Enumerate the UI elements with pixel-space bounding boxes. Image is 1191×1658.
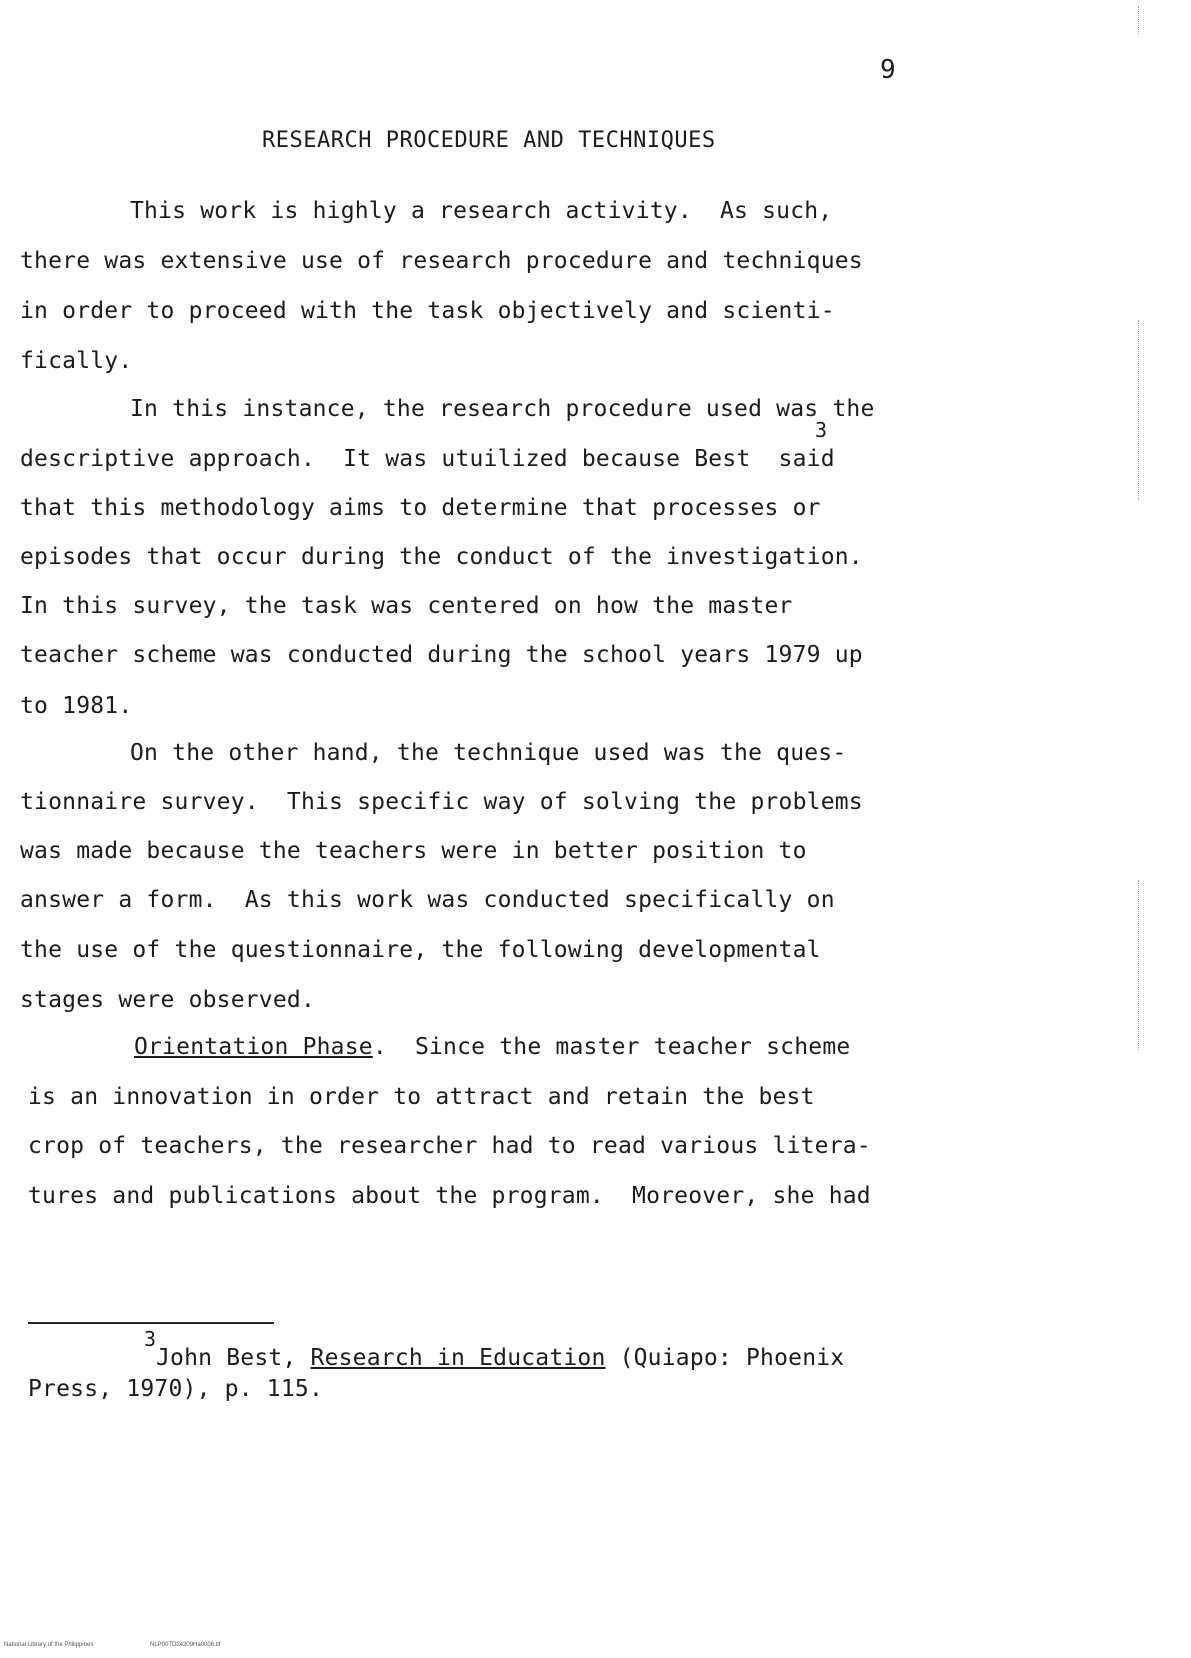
body-line: is an innovation in order to attract and retain the best xyxy=(28,1084,815,1110)
body-line: In this survey, the task was centered on how the master xyxy=(20,593,793,619)
footnote-book-title: Research in Education xyxy=(310,1345,606,1371)
body-line: fically. xyxy=(20,348,133,374)
body-line: the use of the questionnaire, the following developmental xyxy=(20,937,821,963)
footnote-marker: 3 xyxy=(144,1327,157,1351)
library-label: National Library of the Philippines xyxy=(4,1642,94,1648)
scan-edge-mark xyxy=(1138,320,1140,500)
body-line: stages were observed. xyxy=(20,987,315,1013)
orientation-title: Orientation Phase xyxy=(134,1034,373,1060)
body-line: tionnaire survey. This specific way of solving the problems xyxy=(20,789,863,815)
body-line: answer a form. As this work was conducted specifically on xyxy=(20,887,835,913)
body-line: In this instance, the research procedure used was the xyxy=(130,396,875,422)
page-number: 9 xyxy=(880,55,896,85)
body-line: descriptive approach. It was utuilized because Best said xyxy=(20,446,835,472)
orientation-line xyxy=(134,1034,850,1060)
body-line: tures and publications about the program. Moreover, she had xyxy=(28,1183,871,1209)
body-line: crop of teachers, the researcher had to read various litera- xyxy=(28,1133,871,1159)
footnote-ref: 3 xyxy=(815,418,828,442)
footnote-rule xyxy=(28,1322,274,1324)
scan-edge-mark xyxy=(1138,6,1140,34)
file-code: NLP00TD24309Ha0006.tif xyxy=(150,1642,221,1648)
body-line: there was extensive use of research procedure and techniques xyxy=(20,248,863,274)
body-line: This work is highly a research activity. As such, xyxy=(130,198,833,224)
body-line: was made because the teachers were in better position to xyxy=(20,838,807,864)
footnote-line: Press, 1970), p. 115. xyxy=(28,1376,323,1402)
body-line: episodes that occur during the conduct of the investigation. xyxy=(20,544,863,570)
footnote-line xyxy=(156,1345,844,1371)
scan-edge-mark xyxy=(1138,880,1140,1050)
body-line: in order to proceed with the task objectively and scienti- xyxy=(20,298,835,324)
orientation-text: . Since the master teacher scheme xyxy=(372,1034,851,1060)
body-line: to 1981. xyxy=(20,693,133,719)
body-line: On the other hand, the technique used was the ques- xyxy=(130,740,847,766)
footnote-citation: (Quiapo: Phoenix xyxy=(605,1345,845,1371)
body-line: teacher scheme was conducted during the school years 1979 up xyxy=(20,642,863,668)
body-line: that this methodology aims to determine that processes or xyxy=(20,495,821,521)
section-heading: RESEARCH PROCEDURE AND TECHNIQUES xyxy=(262,128,716,153)
footnote-author: John Best, xyxy=(156,1345,311,1371)
